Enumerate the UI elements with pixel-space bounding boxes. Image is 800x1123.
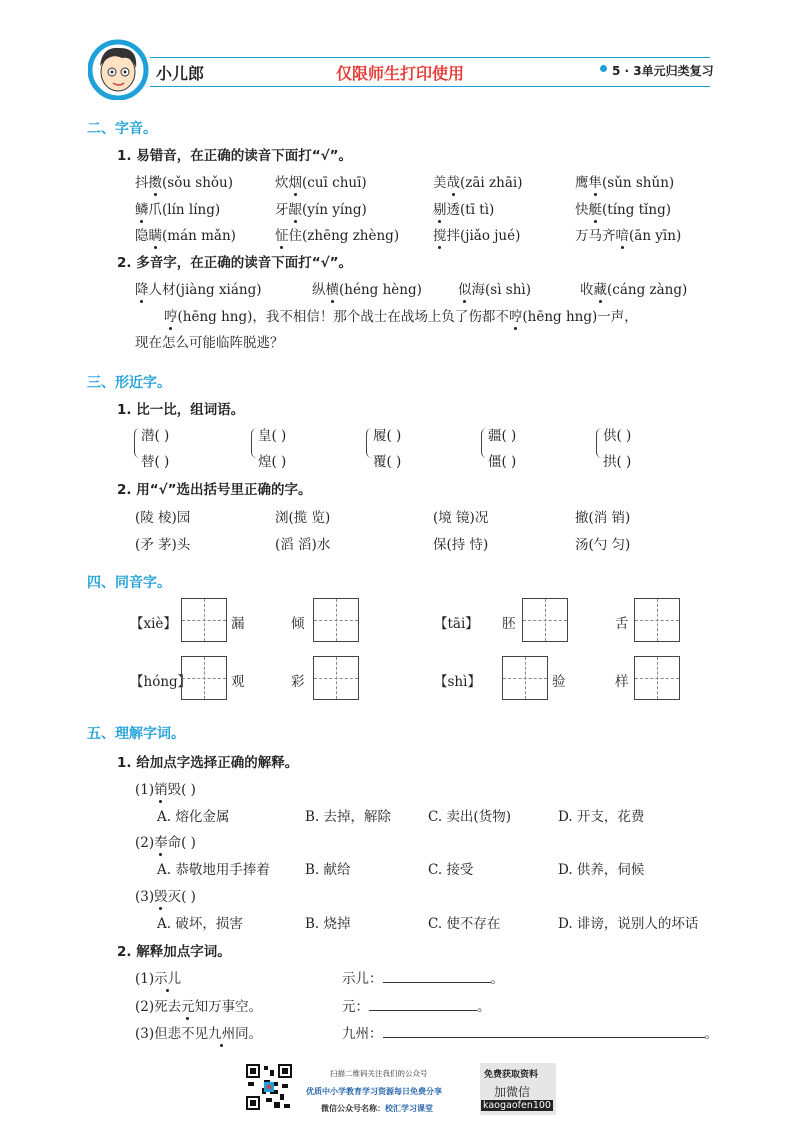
sec5-question-1: 1. 给加点字选择正确的解释。: [117, 755, 299, 771]
option: A. 熔化金属: [157, 809, 230, 825]
word-item: 鳞爪(lín líng): [135, 198, 220, 218]
explain-answer: 元： 。: [342, 999, 491, 1015]
word-item: 炊烟(cuī chuī): [275, 171, 367, 191]
explain-prompt: (1)示儿: [135, 967, 181, 987]
sec3-question-1: 1. 比一比，组词语。: [117, 402, 245, 418]
word-item: 隐瞒(mán mǎn): [135, 224, 236, 244]
option: D. 诽谤，说别人的坏话: [558, 916, 699, 932]
word-item: 鹰隼(sǔn shǔn): [575, 171, 674, 191]
sec5-question-2: 2. 解释加点字词。: [117, 944, 231, 960]
item-label: (1)销毁( ): [135, 778, 196, 798]
pair-bottom: 覆( ): [373, 454, 402, 470]
writing-box[interactable]: [313, 598, 359, 642]
writing-box[interactable]: [634, 598, 680, 642]
pair-top: 疆( ): [488, 428, 517, 444]
account-line: 微信公众号名称：校汇学习课堂: [321, 1104, 433, 1113]
word-item: 似海(sì shì): [458, 278, 531, 298]
pinyin-label: 【shì】: [434, 674, 481, 690]
explain-prompt: (3)但悲不见九州同。: [135, 1022, 262, 1042]
explain-answer: 示儿： 。: [342, 971, 504, 987]
brace: [481, 428, 488, 458]
option: D. 开支，花费: [558, 809, 645, 825]
bullet-icon: [600, 65, 607, 72]
word-item: 怔住(zhēng zhèng): [275, 224, 399, 244]
explain-prompt: (2)死去元知万事空。: [135, 995, 262, 1015]
answer-line[interactable]: [383, 970, 491, 983]
pair-top: 履( ): [373, 428, 402, 444]
option: B. 烧掉: [305, 916, 351, 932]
choice-item: 汤(勺 匀): [575, 537, 631, 553]
writing-box[interactable]: [181, 656, 227, 700]
word-item: 牙龈(yín yíng): [275, 198, 367, 218]
word-char: 观: [231, 674, 245, 690]
pair-bottom: 拱( ): [603, 454, 632, 470]
add-wechat: 加微信: [494, 1085, 531, 1099]
boy-mascot-icon: [88, 38, 158, 100]
section-2-title: 二、字音。: [87, 121, 157, 137]
pinyin-label: 【hóng】: [130, 674, 192, 690]
option: A. 恭敬地用手捧着: [157, 862, 270, 878]
writing-box[interactable]: [313, 656, 359, 700]
sec2-question-2: 2. 多音字，在正确的读音下面打“√”。: [117, 255, 352, 271]
sec2-sentence-line2: 现在怎么可能临阵脱逃？: [135, 335, 284, 351]
word-char: 彩: [291, 674, 305, 690]
word-item: 抖擞(sǒu shǒu): [135, 171, 233, 191]
brace: [596, 428, 603, 458]
wechat-id: kaogaofen100: [483, 1100, 551, 1111]
option: D. 供养，伺候: [558, 862, 645, 878]
answer-line[interactable]: [369, 998, 477, 1011]
word-item: 搅拌(jiǎo jué): [433, 224, 520, 244]
sec2-sentence-line1: 哼(hēng hng)，我不相信！那个战士在战场上负了伤都不哼(hēng hng)一声，: [164, 305, 638, 325]
pair-top: 潜( ): [141, 428, 170, 444]
brand-name: 小儿郎: [156, 64, 205, 83]
word-item: 收藏(cáng zàng): [580, 278, 687, 298]
writing-box[interactable]: [181, 598, 227, 642]
writing-box[interactable]: [522, 598, 568, 642]
word-char: 样: [615, 674, 629, 690]
word-char: 漏: [231, 616, 245, 632]
writing-box[interactable]: [634, 656, 680, 700]
sec2-question-1: 1. 易错音，在正确的读音下面打“√”。: [117, 148, 352, 164]
item-label: (2)奉命( ): [135, 831, 196, 851]
explain-answer: 九州： 。: [342, 1026, 718, 1042]
unit-label: 5 · 3单元归类复习: [612, 64, 714, 78]
word-char: 舌: [615, 616, 629, 632]
choice-item: 浏(揽 览): [275, 510, 331, 526]
option: A. 破坏，损害: [157, 916, 243, 932]
word-item: 剔透(tī tì): [433, 198, 494, 218]
writing-box[interactable]: [502, 656, 548, 700]
section-4-title: 四、同音字。: [87, 575, 171, 591]
word-char: 胚: [502, 616, 516, 632]
qr-code-icon[interactable]: [244, 1062, 294, 1112]
pair-bottom: 煌( ): [258, 454, 287, 470]
print-notice: 仅限师生打印使用: [336, 64, 465, 83]
pair-bottom: 僵( ): [488, 454, 517, 470]
choice-item: (滔 滔)水: [275, 537, 331, 553]
sec3-question-2: 2. 用“√”选出括号里正确的字。: [117, 482, 312, 498]
option: C. 卖出(货物): [428, 809, 511, 825]
word-item: 美哉(zāi zhāi): [433, 171, 522, 191]
brace: [366, 428, 373, 458]
pinyin-label: 【tāi】: [434, 616, 479, 632]
answer-line[interactable]: [383, 1025, 705, 1038]
option: C. 使不存在: [428, 916, 501, 932]
word-item: 纵横(héng hèng): [312, 278, 422, 298]
choice-item: (境 镜)况: [433, 510, 489, 526]
word-item: 降人材(jiàng xiáng): [135, 278, 262, 298]
free-materials: 免费获取资料: [484, 1070, 539, 1080]
choice-item: (矛 茅)头: [135, 537, 191, 553]
scan-tip: 扫描二维码关注我们的公众号: [330, 1069, 428, 1078]
word-item: 快艇(tíng tǐng): [575, 198, 671, 218]
choice-item: 撤(消 销): [575, 510, 631, 526]
section-5-title: 五、理解字词。: [87, 726, 185, 742]
slogan: 优质中小学教育学习资源每日免费分享: [306, 1087, 442, 1096]
word-char: 验: [552, 674, 566, 690]
word-item: 万马齐喑(ān yīn): [575, 224, 681, 244]
item-label: (3)毁灭( ): [135, 885, 196, 905]
word-char: 倾: [291, 616, 305, 632]
pair-top: 皇( ): [258, 428, 287, 444]
option: B. 献给: [305, 862, 351, 878]
option: B. 去掉，解除: [305, 809, 392, 825]
pair-top: 供( ): [603, 428, 632, 444]
pair-bottom: 替( ): [141, 454, 170, 470]
choice-item: 保(持 恃): [433, 537, 489, 553]
choice-item: (陵 棱)园: [135, 510, 191, 526]
brace: [134, 428, 141, 458]
brace: [251, 428, 258, 458]
section-3-title: 三、形近字。: [87, 375, 171, 391]
option: C. 接受: [428, 862, 474, 878]
pinyin-label: 【xiè】: [130, 616, 177, 632]
